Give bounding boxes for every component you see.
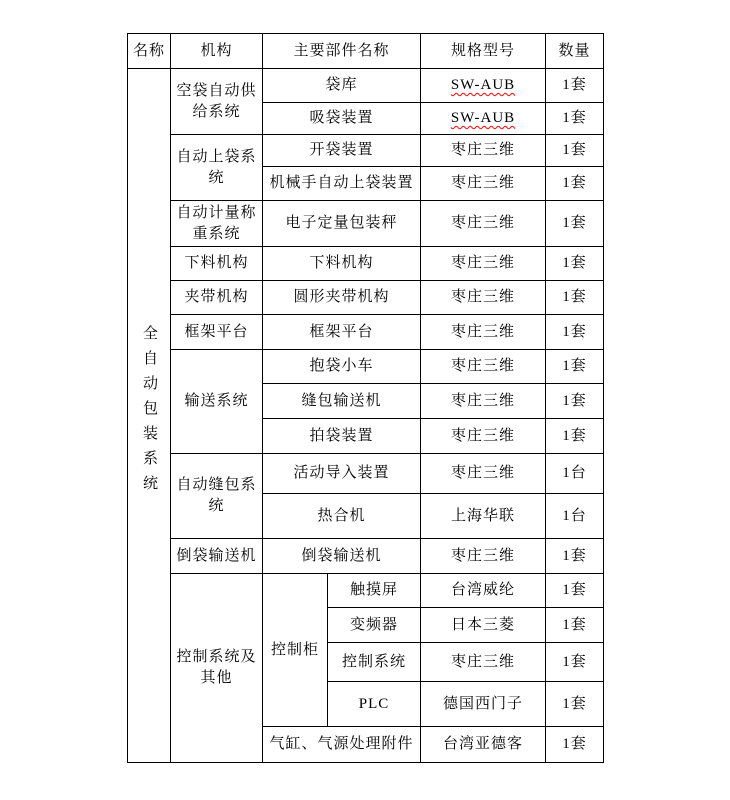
part-name-cell: 活动导入装置: [263, 454, 421, 494]
quantity-cell: 1套: [546, 350, 604, 384]
spec-model-cell: 日本三菱: [421, 608, 546, 643]
spec-model-cell: [421, 103, 546, 135]
quantity-cell: 1套: [546, 281, 604, 315]
header-row: [128, 34, 604, 69]
table-row: [128, 135, 604, 167]
quantity-cell: 1套: [546, 103, 604, 135]
mechanism-cell: 空袋自动供给系统: [171, 69, 263, 135]
part-name-cell: 下料机构: [263, 247, 421, 281]
mechanism-cell: 下料机构: [171, 247, 263, 281]
part-name-cell: 触摸屏: [328, 574, 421, 608]
table-row: [128, 315, 604, 350]
table-row: [128, 69, 604, 103]
quantity-cell: 1套: [546, 69, 604, 103]
control-cabinet-cell: 控制柜: [263, 574, 328, 727]
part-name-cell: 倒袋输送机: [263, 539, 421, 574]
spec-table: [127, 33, 604, 763]
spec-model-cell: 台湾威纶: [421, 574, 546, 608]
spec-model-cell: 枣庄三维: [421, 315, 546, 350]
quantity-cell: 1套: [546, 682, 604, 727]
spec-model-cell: 台湾亚德客: [421, 727, 546, 763]
spec-model-cell: 枣庄三维: [421, 350, 546, 384]
quantity-cell: 1套: [546, 167, 604, 201]
spec-model-cell: 德国西门子: [421, 682, 546, 727]
col-header-part-name: 主要部件名称: [263, 34, 421, 69]
spec-model-cell: 枣庄三维: [421, 454, 546, 494]
quantity-cell: 1套: [546, 727, 604, 763]
spec-model-cell: 枣庄三维: [421, 384, 546, 419]
spec-model-cell: 枣庄三维: [421, 419, 546, 454]
part-name-cell: 袋库: [263, 69, 421, 103]
part-name-cell: 热合机: [263, 494, 421, 539]
table-row: [128, 281, 604, 315]
part-name-cell: 机械手自动上袋装置: [263, 167, 421, 201]
table-row: [128, 201, 604, 247]
part-name-cell: 控制系统: [328, 643, 421, 682]
mechanism-cell: 自动计量称重系统: [171, 201, 263, 247]
part-name-cell: 气缸、气源处理附件: [263, 727, 421, 763]
spec-model-cell: 枣庄三维: [421, 201, 546, 247]
quantity-cell: 1套: [546, 384, 604, 419]
quantity-cell: 1套: [546, 608, 604, 643]
quantity-cell: 1套: [546, 247, 604, 281]
table-row: [128, 454, 604, 494]
quantity-cell: 1套: [546, 419, 604, 454]
part-name-cell: 框架平台: [263, 315, 421, 350]
spec-model-cell: 上海华联: [421, 494, 546, 539]
part-name-cell: 电子定量包装秤: [263, 201, 421, 247]
part-name-cell: 变频器: [328, 608, 421, 643]
table-row: [128, 247, 604, 281]
part-name-cell: 拍袋装置: [263, 419, 421, 454]
part-name-cell: 开袋装置: [263, 135, 421, 167]
spec-model-cell: 枣庄三维: [421, 167, 546, 201]
part-name-cell: 抱袋小车: [263, 350, 421, 384]
spec-model-cell: 枣庄三维: [421, 539, 546, 574]
table-row: [128, 539, 604, 574]
col-header-quantity: 数量: [546, 34, 604, 69]
mechanism-cell: 自动缝包系统: [171, 454, 263, 539]
quantity-cell: 1套: [546, 201, 604, 247]
spec-model-text: SW-AUB: [450, 77, 516, 93]
table-row: [128, 350, 604, 384]
part-name-cell: 缝包输送机: [263, 384, 421, 419]
mechanism-cell: 夹带机构: [171, 281, 263, 315]
mechanism-cell: 倒袋输送机: [171, 539, 263, 574]
part-name-cell: PLC: [328, 682, 421, 727]
spec-model-cell: 枣庄三维: [421, 643, 546, 682]
part-name-cell: 吸袋装置: [263, 103, 421, 135]
quantity-cell: 1台: [546, 454, 604, 494]
col-header-spec-model: 规格型号: [421, 34, 546, 69]
mechanism-cell: 输送系统: [171, 350, 263, 454]
quantity-cell: 1台: [546, 494, 604, 539]
spec-model-cell: [421, 69, 546, 103]
spec-model-cell: 枣庄三维: [421, 135, 546, 167]
col-header-mechanism: 机构: [171, 34, 263, 69]
spec-model-cell: 枣庄三维: [421, 247, 546, 281]
mechanism-cell: 自动上袋系统: [171, 135, 263, 201]
part-name-cell: 圆形夹带机构: [263, 281, 421, 315]
system-name-cell: [128, 69, 171, 763]
col-header-name: 名称: [128, 34, 171, 69]
spec-model-text: SW-AUB: [450, 110, 516, 126]
quantity-cell: 1套: [546, 643, 604, 682]
quantity-cell: 1套: [546, 135, 604, 167]
spec-model-cell: 枣庄三维: [421, 281, 546, 315]
quantity-cell: 1套: [546, 539, 604, 574]
mechanism-cell: 控制系统及其他: [171, 574, 263, 763]
quantity-cell: 1套: [546, 315, 604, 350]
mechanism-cell: 框架平台: [171, 315, 263, 350]
table-row: [128, 574, 604, 608]
system-name-vertical-text: 全自动包装系统: [141, 324, 157, 500]
quantity-cell: 1套: [546, 574, 604, 608]
